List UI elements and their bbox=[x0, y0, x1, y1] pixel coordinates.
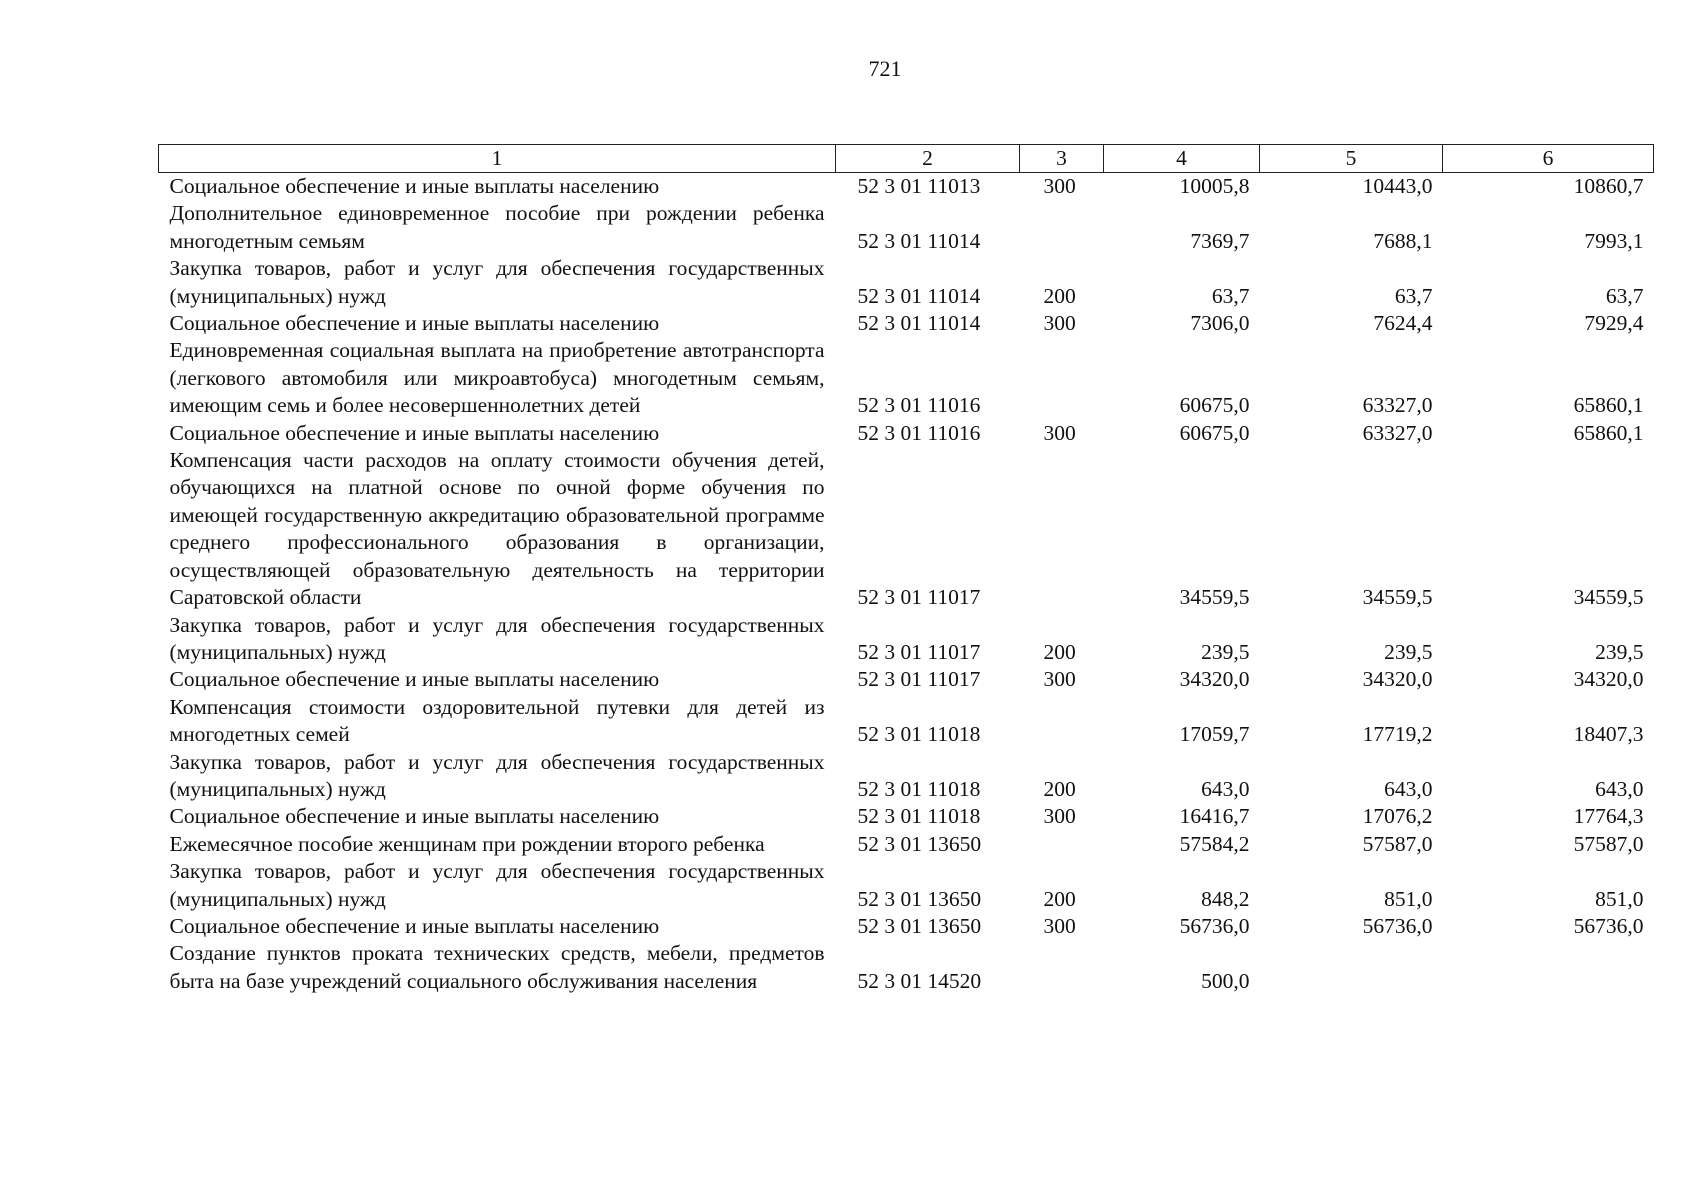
row-value-year-1: 34320,0 bbox=[1179, 667, 1250, 692]
row-expense-type: 300 bbox=[1043, 420, 1076, 445]
table-row bbox=[159, 337, 1654, 419]
row-name: Социальное обеспечение и иные выплаты населению bbox=[169, 913, 660, 938]
row-expense-type bbox=[1020, 940, 1104, 995]
table-header bbox=[159, 145, 1654, 173]
header-col-5: 5 bbox=[1260, 145, 1443, 173]
table-row bbox=[159, 803, 1654, 830]
row-name: Ежемесячное пособие женщинам при рождении второго ребенка bbox=[169, 831, 765, 856]
row-value-year-1: 34559,5 bbox=[1179, 585, 1250, 610]
row-value-year-1: 57584,2 bbox=[1179, 831, 1250, 856]
row-name: Социальное обеспечение и иные выплаты населению bbox=[169, 420, 660, 445]
row-value-year-1: 7369,7 bbox=[1190, 228, 1250, 253]
row-value-year-3: 7929,4 bbox=[1584, 311, 1644, 336]
row-name: Единовременная социальная выплата на приобретение автотранспорта (легкового автомобиля или микроавтобуса) многодетным семьям, имеющим семь и более несовершеннолетних детей bbox=[169, 338, 825, 418]
header-col-2: 2 bbox=[836, 145, 1020, 173]
budget-table bbox=[158, 144, 1654, 995]
table-row bbox=[159, 310, 1654, 337]
row-value-year-1: 643,0 bbox=[1201, 776, 1250, 801]
row-value-year-3 bbox=[1443, 940, 1654, 995]
row-expense-type bbox=[1020, 831, 1104, 858]
row-value-year-2: 63,7 bbox=[1394, 283, 1433, 308]
row-value-year-2: 63327,0 bbox=[1362, 420, 1433, 445]
row-value-year-2: 63327,0 bbox=[1362, 393, 1433, 418]
table-row bbox=[159, 447, 1654, 611]
row-code: 52 3 01 11018 bbox=[857, 804, 981, 829]
row-value-year-3: 65860,1 bbox=[1573, 393, 1644, 418]
table-row bbox=[159, 749, 1654, 804]
row-expense-type: 300 bbox=[1043, 311, 1076, 336]
row-name: Социальное обеспечение и иные выплаты населению bbox=[169, 174, 660, 198]
row-expense-type bbox=[1020, 200, 1104, 255]
row-value-year-1: 16416,7 bbox=[1179, 804, 1250, 829]
row-value-year-3: 34559,5 bbox=[1573, 585, 1644, 610]
row-code: 52 3 01 11014 bbox=[857, 283, 981, 308]
row-value-year-1: 56736,0 bbox=[1179, 913, 1250, 938]
row-name: Дополнительное единовременное пособие при рождении ребенка многодетным семьям bbox=[169, 201, 825, 253]
row-expense-type: 200 bbox=[1043, 639, 1076, 664]
row-name: Компенсация части расходов на оплату стоимости обучения детей, обучающихся на платной основе по очной форме обучения по имеющей государственную аккредитацию образовательной программе среднего профессионального образования в организации, осуществляющей образовательную деятельность на территории Саратовской области bbox=[169, 448, 825, 610]
table-row bbox=[159, 694, 1654, 749]
row-value-year-1: 60675,0 bbox=[1179, 393, 1250, 418]
row-expense-type: 300 bbox=[1043, 804, 1076, 829]
row-value-year-1: 7306,0 bbox=[1190, 311, 1250, 336]
table-row bbox=[159, 666, 1654, 693]
row-code: 52 3 01 11017 bbox=[857, 585, 981, 610]
row-expense-type bbox=[1020, 337, 1104, 419]
row-code: 52 3 01 13650 bbox=[857, 886, 982, 911]
table-body bbox=[159, 173, 1654, 996]
row-value-year-2: 17076,2 bbox=[1362, 804, 1433, 829]
row-value-year-3: 18407,3 bbox=[1573, 722, 1644, 747]
row-value-year-1: 17059,7 bbox=[1179, 722, 1250, 747]
row-code: 52 3 01 14520 bbox=[857, 968, 982, 993]
row-value-year-3: 63,7 bbox=[1605, 283, 1644, 308]
row-value-year-1: 239,5 bbox=[1201, 639, 1250, 664]
row-value-year-2: 643,0 bbox=[1384, 776, 1433, 801]
row-name: Закупка товаров, работ и услуг для обеспечения государственных (муниципальных) нужд bbox=[169, 859, 825, 911]
row-expense-type bbox=[1020, 447, 1104, 611]
row-name: Компенсация стоимости оздоровительной путевки для детей из многодетных семей bbox=[169, 694, 825, 747]
row-code: 52 3 01 11014 bbox=[857, 228, 981, 253]
row-value-year-1: 500,0 bbox=[1201, 968, 1250, 993]
row-value-year-2: 851,0 bbox=[1384, 886, 1433, 911]
table-row bbox=[159, 420, 1654, 447]
table-row bbox=[159, 913, 1654, 940]
table-row bbox=[159, 831, 1654, 858]
row-value-year-3: 17764,3 bbox=[1573, 804, 1644, 829]
row-expense-type: 200 bbox=[1043, 283, 1076, 308]
row-value-year-1: 10005,8 bbox=[1179, 174, 1250, 198]
row-value-year-1: 63,7 bbox=[1211, 283, 1250, 308]
page-number: 721 bbox=[868, 56, 902, 81]
row-code: 52 3 01 11016 bbox=[857, 393, 981, 418]
header-col-4: 4 bbox=[1104, 145, 1260, 173]
header-row bbox=[159, 145, 1654, 173]
row-value-year-3: 643,0 bbox=[1595, 776, 1644, 801]
row-value-year-1: 60675,0 bbox=[1179, 420, 1250, 445]
row-value-year-3: 7993,1 bbox=[1584, 228, 1644, 253]
row-value-year-2: 34320,0 bbox=[1362, 667, 1433, 692]
row-code: 52 3 01 11014 bbox=[857, 311, 981, 336]
row-value-year-3: 239,5 bbox=[1595, 639, 1644, 664]
header-col-3: 3 bbox=[1020, 145, 1104, 173]
row-value-year-2: 56736,0 bbox=[1362, 913, 1433, 938]
table-row bbox=[159, 858, 1654, 913]
row-code: 52 3 01 11013 bbox=[857, 174, 981, 198]
row-value-year-3: 56736,0 bbox=[1573, 913, 1644, 938]
table-row bbox=[159, 940, 1654, 995]
row-code: 52 3 01 11017 bbox=[857, 667, 981, 692]
row-value-year-3: 57587,0 bbox=[1573, 831, 1644, 856]
row-expense-type: 300 bbox=[1043, 913, 1076, 938]
row-expense-type: 300 bbox=[1043, 667, 1076, 692]
row-name: Социальное обеспечение и иные выплаты населению bbox=[169, 311, 660, 336]
row-value-year-2: 10443,0 bbox=[1362, 174, 1433, 198]
row-value-year-3: 65860,1 bbox=[1573, 420, 1644, 445]
row-value-year-1: 848,2 bbox=[1201, 886, 1250, 911]
row-name: Закупка товаров, работ и услуг для обеспечения государственных (муниципальных) нужд bbox=[169, 749, 825, 801]
row-value-year-2: 17719,2 bbox=[1362, 722, 1433, 747]
row-expense-type: 200 bbox=[1043, 776, 1076, 801]
table-row bbox=[159, 255, 1654, 310]
row-value-year-3: 851,0 bbox=[1595, 886, 1644, 911]
row-name: Создание пунктов проката технических средств, мебели, предметов быта на базе учреждений социального обслуживания населения bbox=[169, 941, 825, 993]
row-expense-type: 300 bbox=[1043, 174, 1076, 198]
row-name: Социальное обеспечение и иные выплаты населению bbox=[169, 804, 660, 829]
row-value-year-2: 7688,1 bbox=[1373, 228, 1433, 253]
row-name: Социальное обеспечение и иные выплаты населению bbox=[169, 667, 660, 692]
table-row bbox=[159, 173, 1654, 201]
row-code: 52 3 01 13650 bbox=[857, 913, 982, 938]
row-value-year-2: 7624,4 bbox=[1373, 311, 1433, 336]
row-code: 52 3 01 11016 bbox=[857, 420, 981, 445]
row-code: 52 3 01 11017 bbox=[857, 639, 981, 664]
row-expense-type bbox=[1020, 694, 1104, 749]
header-col-6: 6 bbox=[1443, 145, 1654, 173]
table-row bbox=[159, 200, 1654, 255]
row-value-year-2 bbox=[1260, 940, 1443, 995]
table-row bbox=[159, 612, 1654, 667]
row-name: Закупка товаров, работ и услуг для обеспечения государственных (муниципальных) нужд bbox=[169, 256, 825, 308]
row-value-year-2: 34559,5 bbox=[1362, 585, 1433, 610]
row-value-year-3: 34320,0 bbox=[1573, 667, 1644, 692]
row-code: 52 3 01 11018 bbox=[857, 722, 981, 747]
row-name: Закупка товаров, работ и услуг для обеспечения государственных (муниципальных) нужд bbox=[169, 612, 825, 664]
header-col-1: 1 bbox=[159, 145, 836, 173]
row-code: 52 3 01 11018 bbox=[857, 776, 981, 801]
row-expense-type: 200 bbox=[1043, 886, 1076, 911]
row-value-year-3: 10860,7 bbox=[1573, 174, 1644, 198]
row-code: 52 3 01 13650 bbox=[857, 831, 982, 856]
row-value-year-2: 239,5 bbox=[1384, 639, 1433, 664]
row-value-year-2: 57587,0 bbox=[1362, 831, 1433, 856]
